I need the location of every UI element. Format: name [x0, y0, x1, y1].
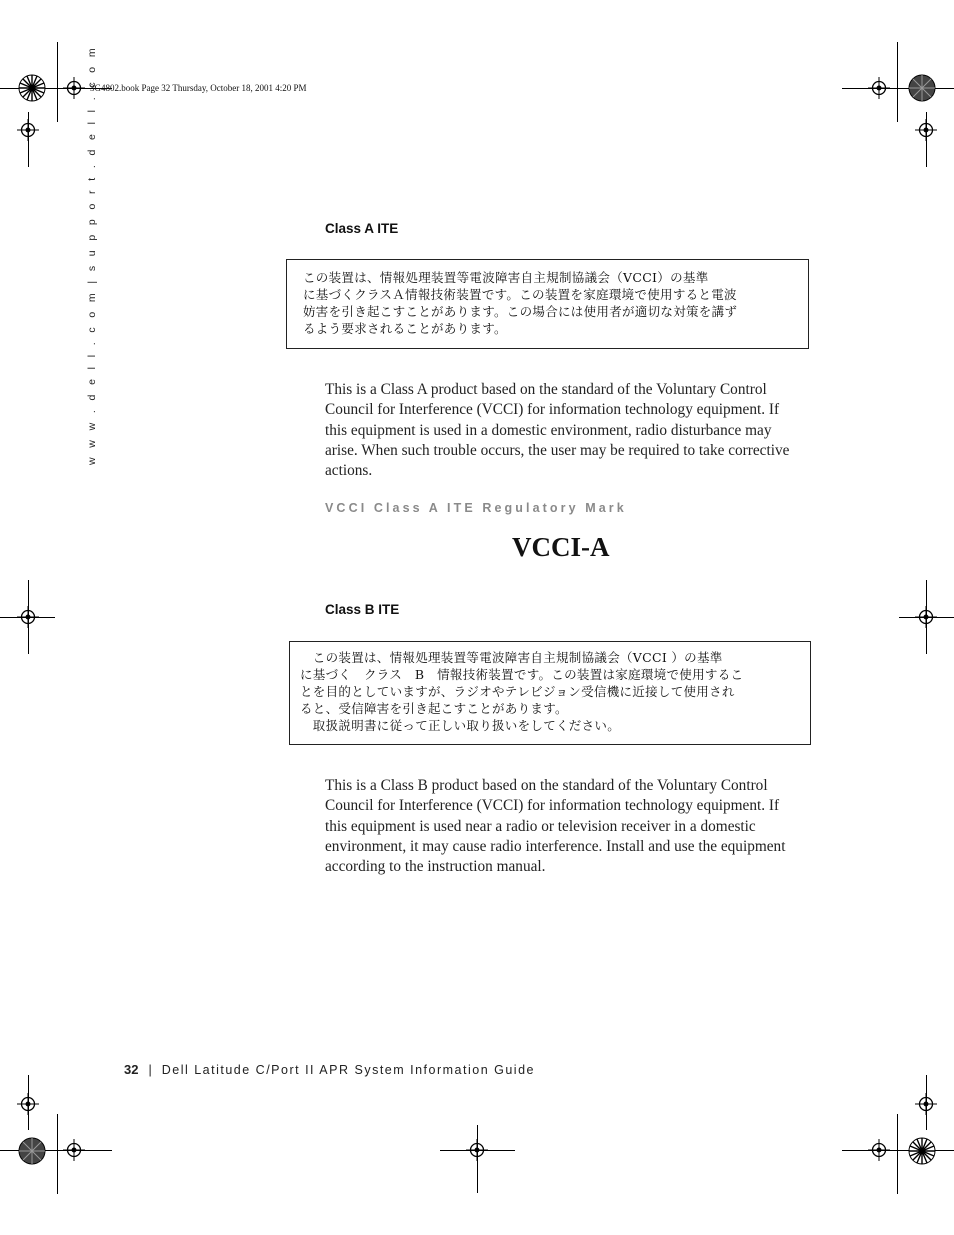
paragraph-line: This is a Class A product based on the standard of the Voluntary Control	[325, 381, 767, 398]
registration-starburst-icon	[17, 1135, 47, 1167]
paragraph-line: actions.	[325, 462, 373, 480]
japanese-line: ると、受信障害を引き起こすことがあります。	[300, 701, 568, 716]
registration-crosshair-icon	[466, 1139, 488, 1161]
class-a-japanese-notice	[286, 259, 809, 349]
japanese-line: に基づくクラスＡ情報技術装置です。この装置を家庭環境で使用すると電波	[303, 287, 737, 302]
japanese-line: この装置は、情報処理装置等電波障害自主規制協議会（VCCI）の基準	[303, 270, 709, 285]
registration-crosshair-icon	[17, 119, 39, 141]
side-url: w w w . d e l l . c o m | s u p p o r t . d e l l . c o m	[86, 44, 98, 465]
class-b-description	[325, 776, 815, 877]
japanese-line: に基づく クラス B 情報技術装置です。この装置は家庭環境で使用するこ	[300, 667, 744, 682]
japanese-line: この装置は、情報処理装置等電波障害自主規制協議会（VCCI ）の基準	[300, 650, 723, 665]
registration-crosshair-icon	[868, 77, 890, 99]
class-b-japanese-notice	[289, 641, 811, 745]
vcci-a-logo: VCCI-A	[512, 532, 610, 562]
guide-title: Dell Latitude C/Port II APR System Information Guide	[161, 1063, 535, 1077]
page-number: 32	[124, 1062, 139, 1077]
crop-line	[842, 88, 954, 89]
registration-crosshair-icon	[915, 1093, 937, 1115]
crop-line	[842, 1150, 954, 1151]
paragraph-line: Council for Interference (VCCI) for information technology equipment. If	[325, 401, 780, 419]
registration-crosshair-icon	[17, 1093, 39, 1115]
class-a-description	[325, 380, 815, 481]
registration-crosshair-icon	[63, 1139, 85, 1161]
page-footer	[124, 1062, 535, 1077]
japanese-line: とを目的としていますが、ラジオやテレビジョン受信機に近接して使用され	[300, 684, 735, 699]
book-info-slug: 3G4802.book Page 32 Thursday, October 18, 2001 4:20 PM	[90, 83, 307, 93]
class-b-heading: Class B ITE	[325, 602, 400, 617]
crop-line	[57, 42, 58, 122]
japanese-line: 妨害を引き起こすことがあります。この場合には使用者が適切な対策を講ず	[303, 304, 738, 319]
registration-crosshair-icon	[63, 77, 85, 99]
registration-crosshair-icon	[868, 1139, 890, 1161]
registration-crosshair-icon	[915, 119, 937, 141]
registration-starburst-icon	[907, 72, 937, 104]
paragraph-line: This is a Class B product based on the standard of the Voluntary Control	[325, 777, 768, 794]
paragraph-line: according to the instruction manual.	[325, 858, 546, 876]
japanese-line: 取扱説明書に従って正しい取り扱いをしてください。	[300, 718, 621, 733]
registration-crosshair-icon	[17, 606, 39, 628]
paragraph-line: this equipment is used near a radio or television receiver in a domestic	[325, 817, 756, 835]
paragraph-line: Council for Interference (VCCI) for information technology equipment. If	[325, 797, 780, 815]
registration-starburst-icon	[907, 1135, 937, 1167]
paragraph-line: environment, it may cause radio interference. Install and use the equipment	[325, 837, 786, 855]
paragraph-line: arise. When such trouble occurs, the user may be required to take corrective	[325, 441, 790, 459]
class-a-heading: Class A ITE	[325, 221, 399, 236]
regulatory-mark-label: VCCI Class A ITE Regulatory Mark	[325, 501, 627, 515]
crop-line	[57, 1114, 58, 1194]
footer-separator: |	[148, 1063, 152, 1077]
registration-crosshair-icon	[915, 606, 937, 628]
crop-line	[897, 1114, 898, 1194]
paragraph-line: this equipment is used in a domestic environment, radio disturbance may	[325, 421, 772, 439]
japanese-line: るよう要求されることがあります。	[303, 321, 507, 336]
registration-starburst-icon	[17, 72, 47, 104]
crop-line	[897, 42, 898, 122]
